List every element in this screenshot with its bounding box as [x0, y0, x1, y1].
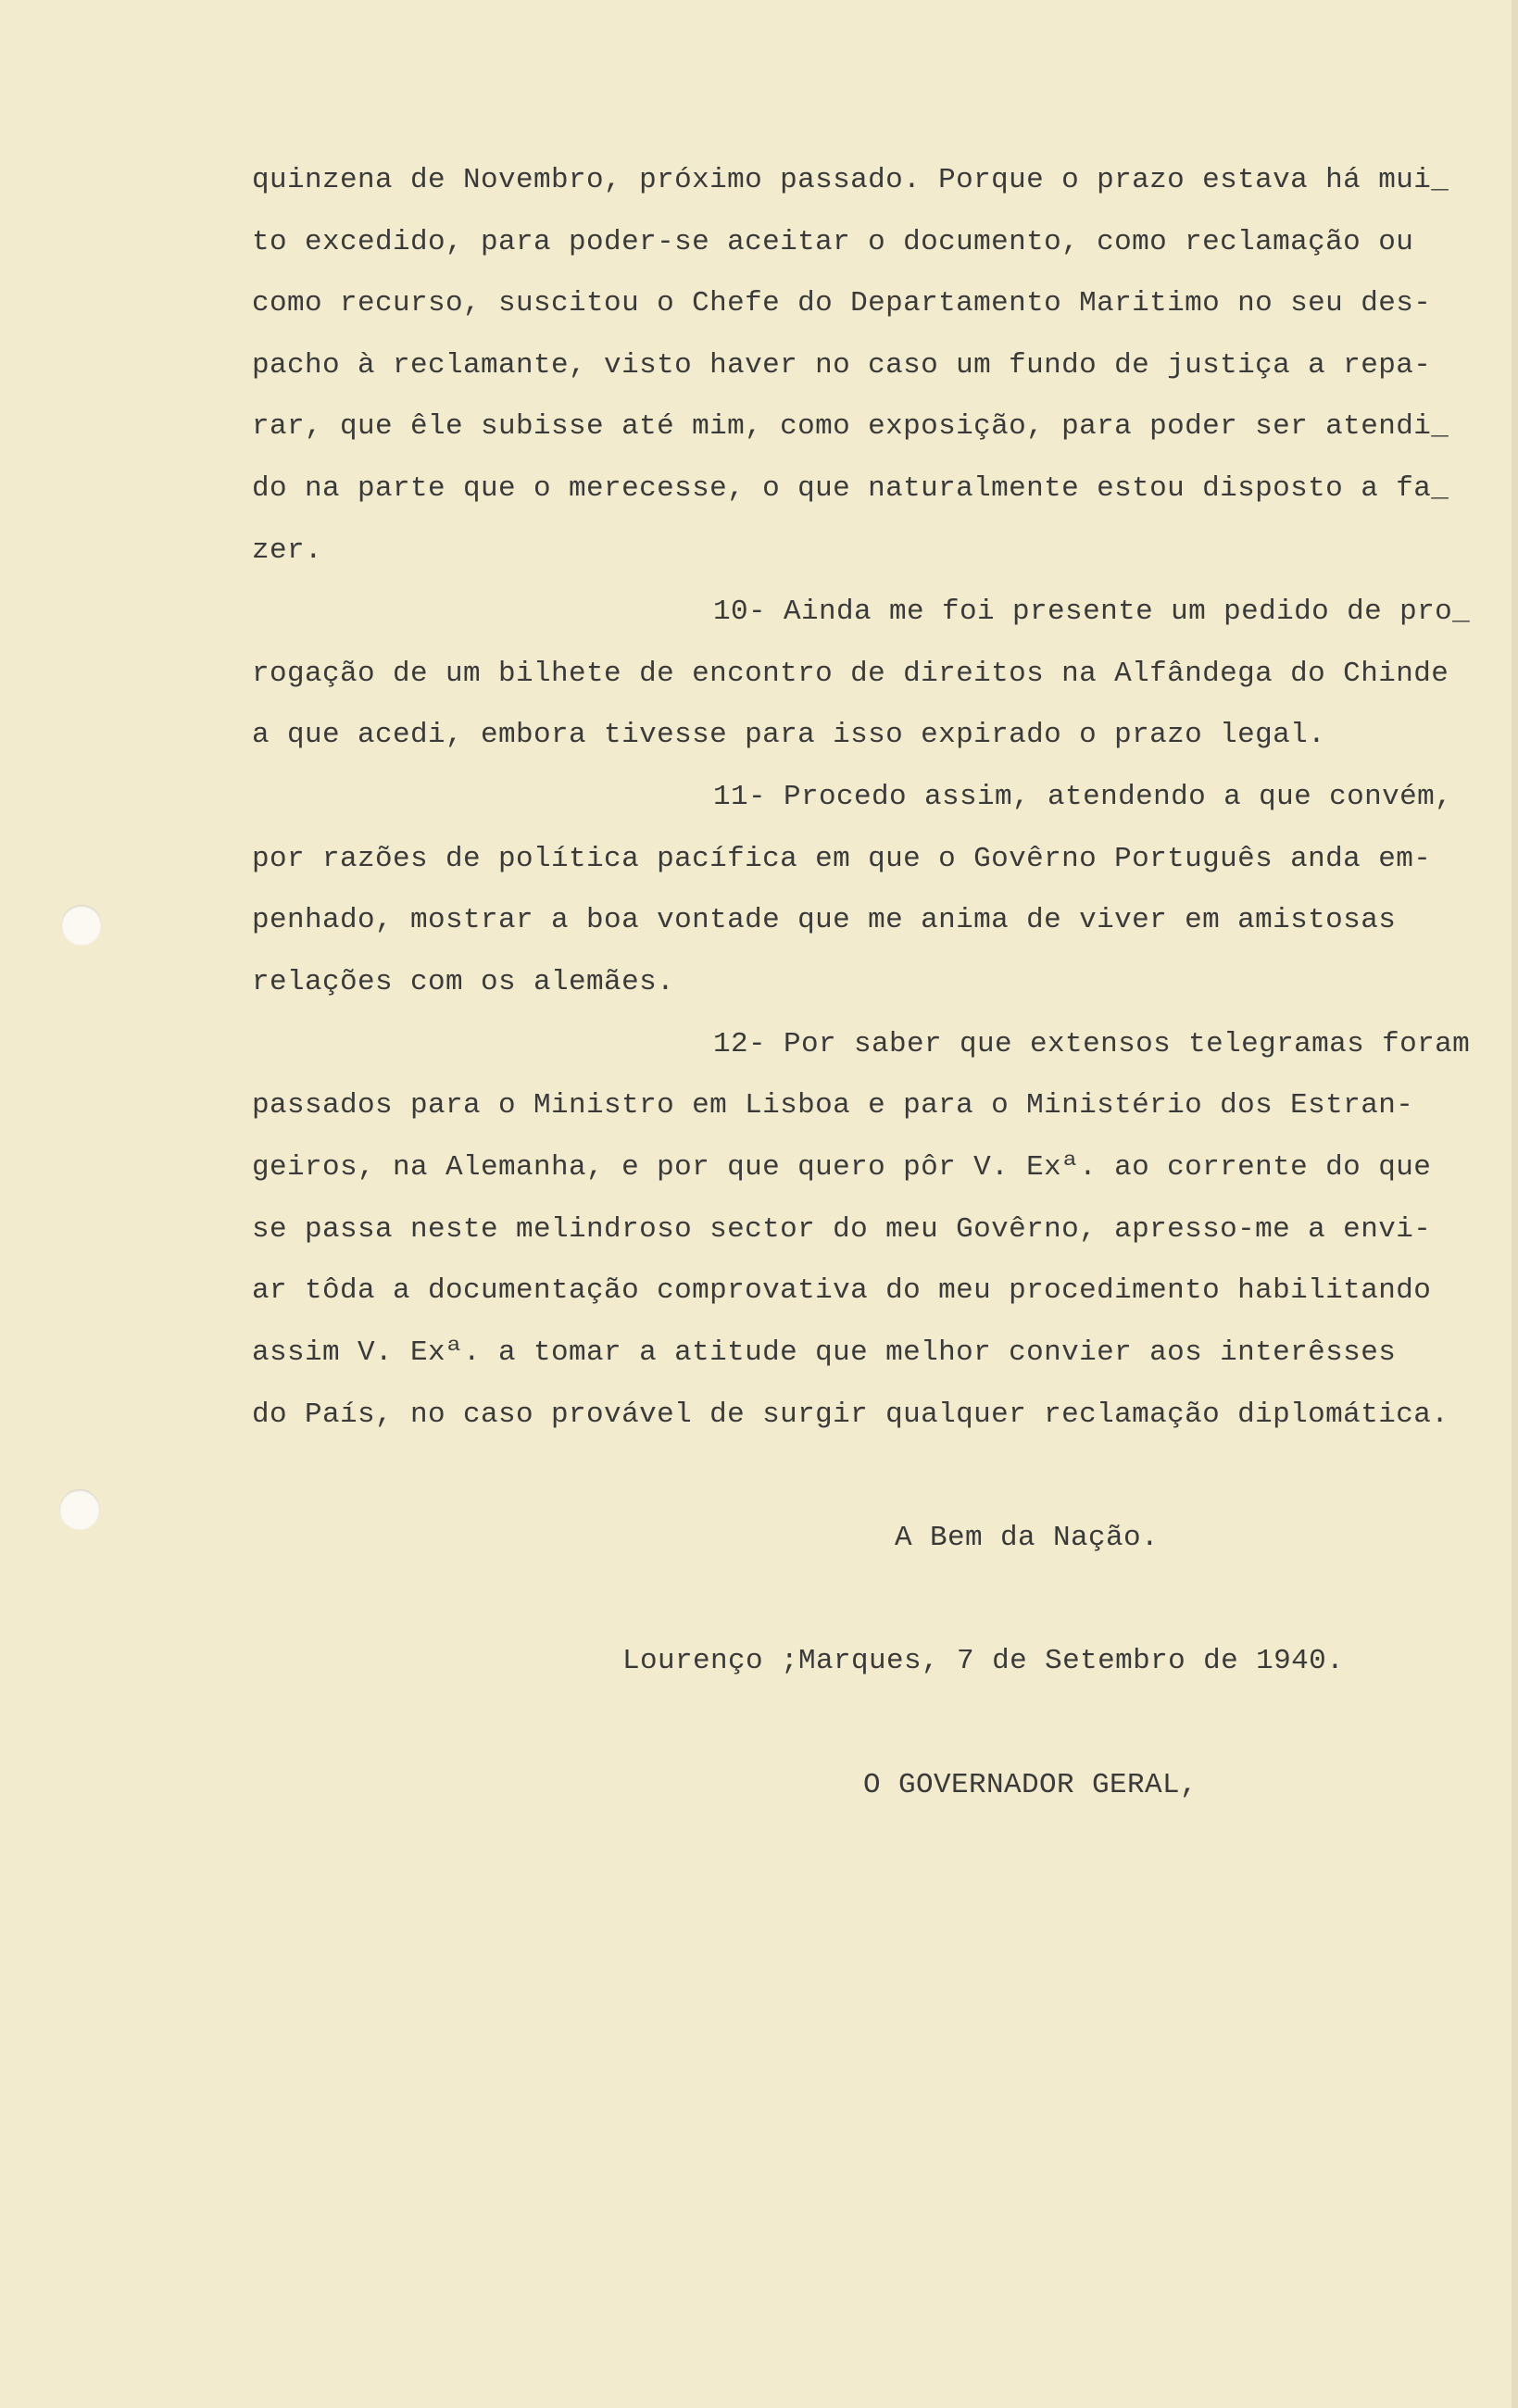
paragraph-10-start: 10- Ainda me foi presente um pedido de pro_	[713, 596, 1471, 628]
punch-hole	[59, 1489, 100, 1530]
text-line: por razões de política pacífica em que o Govêrno Português anda em-	[252, 843, 1432, 875]
text-line: passados para o Ministro em Lisboa e para o Ministério dos Estran-	[252, 1089, 1414, 1122]
text-line: do na parte que o merecesse, o que naturalmente estou disposto a fa_	[252, 472, 1449, 505]
text-line: rogação de um bilhete de encontro de direitos na Alfândega do Chinde	[252, 658, 1449, 690]
text-line: pacho à reclamante, visto haver no caso um fundo de justiça a repa-	[252, 349, 1432, 382]
text-line: relações com os alemães.	[252, 966, 675, 998]
text-line: zer.	[252, 534, 323, 567]
text-line: como recurso, suscitou o Chefe do Departamento Maritimo no seu des-	[252, 287, 1432, 320]
text-line: geiros, na Alemanha, e por que quero pôr V. Exª. ao corrente do que	[252, 1151, 1432, 1184]
signature-title: O GOVERNADOR GERAL,	[863, 1769, 1198, 1801]
text-line: penhado, mostrar a boa vontade que me anima de viver em amistosas	[252, 904, 1397, 936]
text-line: to excedido, para poder-se aceitar o documento, como reclamação ou	[252, 226, 1414, 258]
text-line: assim V. Exª. a tomar a atitude que melhor convier aos interêsses	[252, 1336, 1397, 1369]
paragraph-11-start: 11- Procedo assim, atendendo a que convém,	[713, 781, 1453, 813]
text-line: do País, no caso provável de surgir qualquer reclamação diplomática.	[252, 1398, 1449, 1431]
paragraph-12-start: 12- Por saber que extensos telegramas foram	[713, 1028, 1471, 1060]
closing-salutation: A Bem da Nação.	[895, 1522, 1160, 1554]
text-line: a que acedi, embora tivesse para isso expirado o prazo legal.	[252, 719, 1326, 751]
text-line: rar, que êle subisse até mim, como exposição, para poder ser atendi_	[252, 410, 1449, 443]
text-line: quinzena de Novembro, próximo passado. Porque o prazo estava há mui_	[252, 164, 1449, 196]
text-line: se passa neste melindroso sector do meu Govêrno, apresso-me a envi-	[252, 1213, 1432, 1246]
text-line: ar tôda a documentação comprovativa do meu procedimento habilitando	[252, 1274, 1432, 1307]
place-date: Lourenço ;Marques, 7 de Setembro de 1940.	[622, 1645, 1345, 1677]
punch-hole	[61, 905, 102, 946]
